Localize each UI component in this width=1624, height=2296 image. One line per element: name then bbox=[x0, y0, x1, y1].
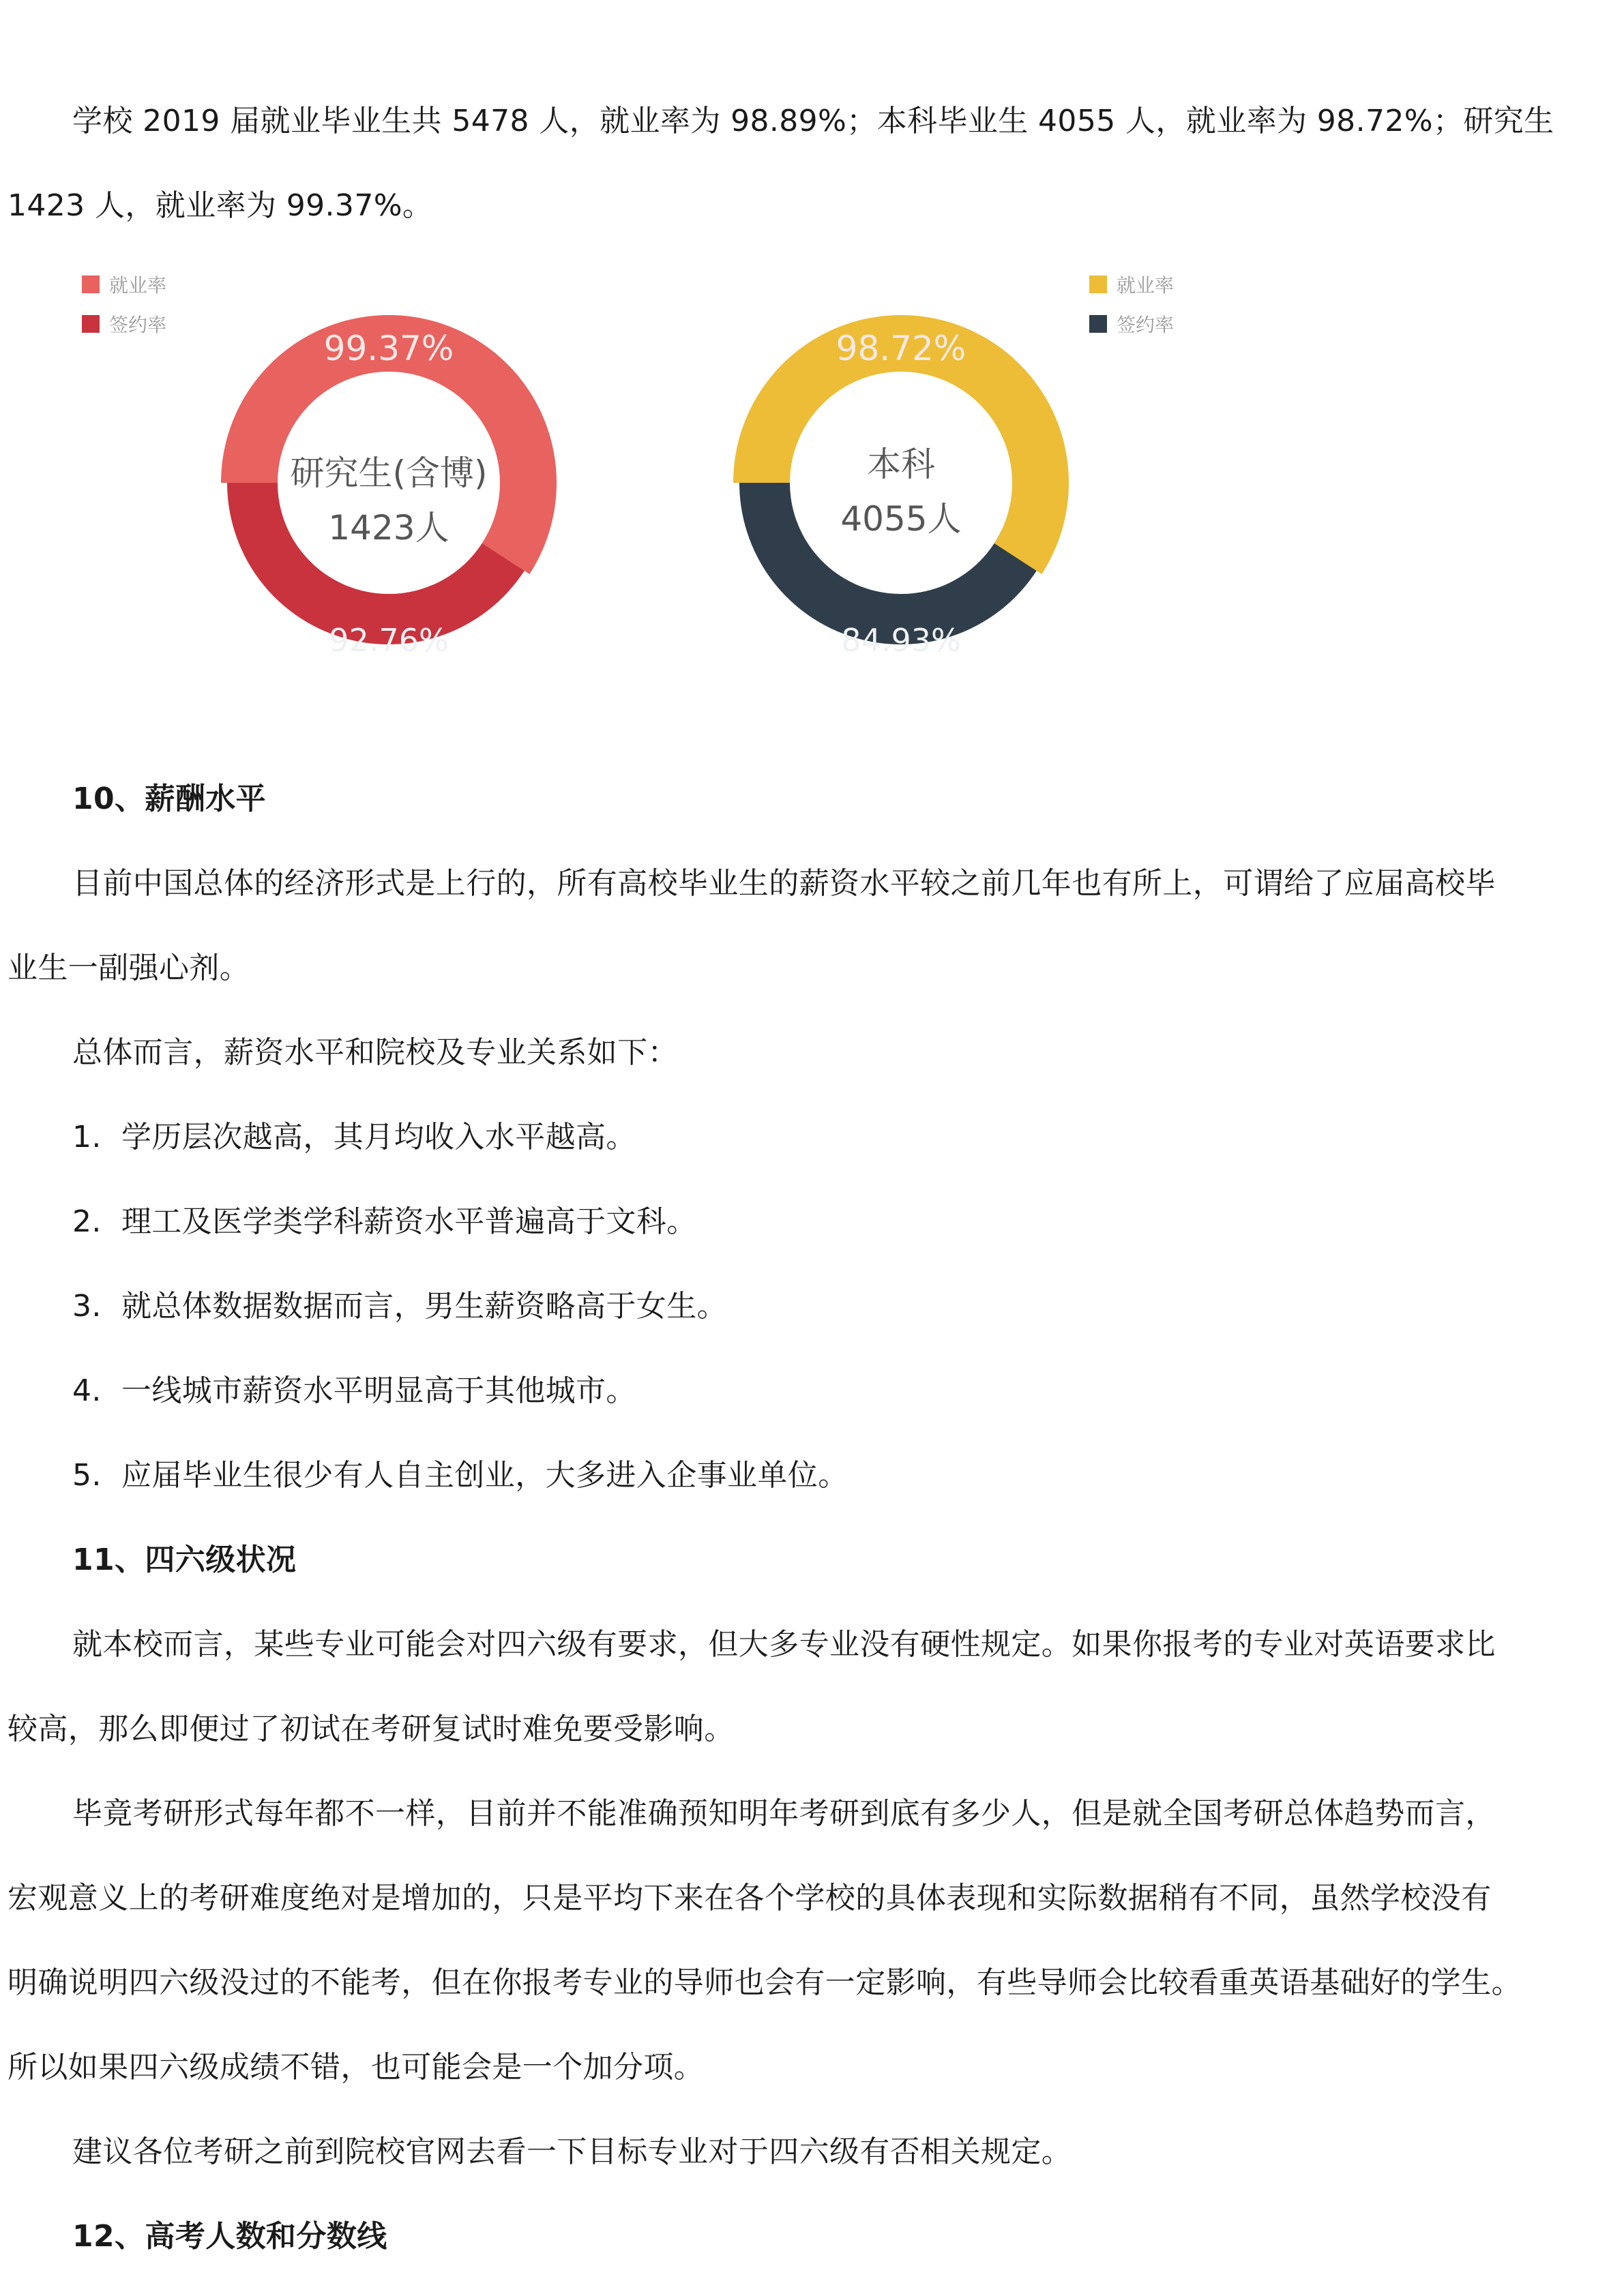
list-item-number: 2. bbox=[72, 1204, 102, 1239]
donut-label-signing: 92.76% bbox=[329, 622, 449, 659]
donut-label-employment: 98.72% bbox=[836, 329, 966, 368]
section-11-p2-line3: 明确说明四六级没过的不能考，但在你报考专业的导师也会有一定影响，有些导师会比较看重英语基础好的学生。 bbox=[8, 1965, 1522, 2000]
section-12-heading: 12、高考人数和分数线 bbox=[72, 2219, 387, 2254]
section-11-p1-line2: 较高，那么即便过了初试在考研复试时难免要受影响。 bbox=[8, 1712, 735, 1746]
summary-line-2: 1423 人，就业率为 99.37%。 bbox=[8, 188, 433, 223]
section-10-p1-line2: 业生一副强心剂。 bbox=[8, 951, 250, 985]
legend-label: 签约率 bbox=[109, 314, 167, 336]
legend-label: 签约率 bbox=[1117, 314, 1175, 336]
section-10-p1-line1: 目前中国总体的经济形式是上行的，所有高校毕业生的薪资水平较之前几年也有所上，可谓给了应届高校毕 bbox=[72, 866, 1496, 901]
legend-label: 就业率 bbox=[109, 274, 167, 297]
list-item-number: 5. bbox=[72, 1458, 102, 1493]
list-item-text: 一线城市薪资水平明显高于其他城市。 bbox=[121, 1373, 636, 1408]
donut-arc-signing bbox=[227, 477, 535, 644]
list-item bbox=[72, 1117, 636, 1158]
legend-swatch bbox=[82, 275, 100, 293]
section-10-heading: 10、薪酬水平 bbox=[72, 781, 267, 816]
donut-label-signing: 84.93% bbox=[841, 622, 961, 659]
list-item-number: 1. bbox=[72, 1120, 102, 1154]
section-11-p3: 建议各位考研之前到院校官网去看一下目标专业对于四六级有否相关规定。 bbox=[72, 2134, 1072, 2169]
donut-center-count: 1423人 bbox=[328, 508, 449, 548]
list-item bbox=[72, 1202, 697, 1242]
section-11-p2-line4: 所以如果四六级成绩不错，也可能会是一个加分项。 bbox=[8, 2050, 705, 2085]
donut-center-title: 研究生(含博) bbox=[290, 453, 488, 493]
list-item bbox=[72, 1371, 636, 1412]
list-item bbox=[72, 1455, 848, 1496]
section-11-p1-line1: 就本校而言，某些专业可能会对四六级有要求，但大多专业没有硬性规定。如果你报考的专业对英语要求比 bbox=[72, 1627, 1496, 1662]
section-11-heading: 11、四六级状况 bbox=[72, 1542, 297, 1577]
donut-label-employment: 99.37% bbox=[323, 329, 454, 368]
employment-charts bbox=[75, 258, 1197, 663]
legend-label: 就业率 bbox=[1117, 274, 1175, 297]
list-item-number: 4. bbox=[72, 1373, 102, 1408]
legend-swatch bbox=[1089, 275, 1107, 293]
list-item bbox=[72, 1286, 727, 1327]
list-item-number: 3. bbox=[72, 1289, 102, 1324]
section-11-p2-line2: 宏观意义上的考研难度绝对是增加的，只是平均下来在各个学校的具体表现和实际数据稍有不同，虽然学校没有 bbox=[8, 1881, 1492, 1915]
list-item-text: 理工及医学类学科薪资水平普遍高于文科。 bbox=[121, 1204, 697, 1239]
donut-center-title: 本科 bbox=[867, 445, 935, 484]
section-10-p2: 总体而言，薪资水平和院校及专业关系如下： bbox=[72, 1035, 678, 1070]
donut-charts-svg bbox=[75, 258, 1197, 663]
list-item-text: 就总体数据数据而言，男生薪资略高于女生。 bbox=[121, 1289, 727, 1324]
section-11-p2-line1: 毕竟考研形式每年都不一样，目前并不能准确预知明年考研到底有多少人，但是就全国考研总体趋势而言， bbox=[72, 1796, 1496, 1831]
list-item-text: 应届毕业生很少有人自主创业，大多进入企事业单位。 bbox=[121, 1458, 848, 1493]
summary-line-1: 学校 2019 届就业毕业生共 5478 人，就业率为 98.89%；本科毕业生 4055 人，就业率为 98.72%；研究生 bbox=[72, 104, 1554, 138]
legend-swatch bbox=[82, 315, 100, 333]
legend-swatch bbox=[1089, 315, 1107, 333]
donut-center-count: 4055人 bbox=[840, 499, 962, 539]
list-item-text: 学历层次越高，其月均收入水平越高。 bbox=[121, 1120, 636, 1154]
